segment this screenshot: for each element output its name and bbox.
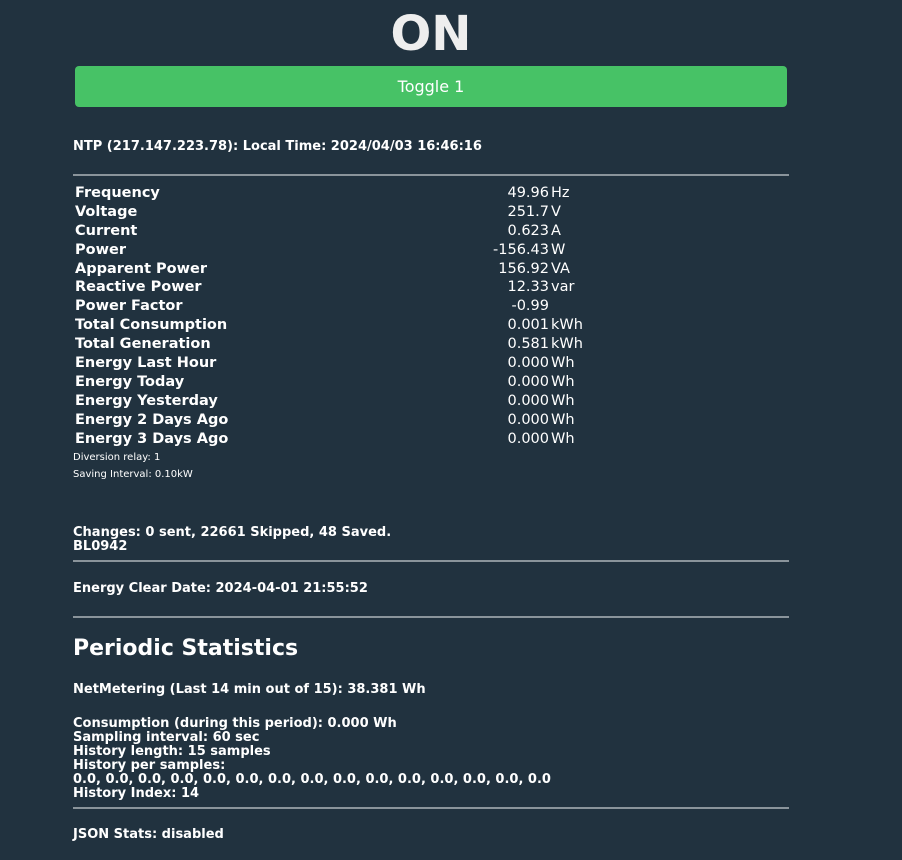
history-per-samples-label: History per samples: — [73, 758, 226, 773]
measurement-unit: Wh — [551, 392, 575, 409]
history-values: 0.0, 0.0, 0.0, 0.0, 0.0, 0.0, 0.0, 0.0, 0.0, 0.0, 0.0, 0.0, 0.0, 0.0, 0.0 — [73, 772, 551, 787]
measurement-row — [75, 297, 615, 316]
measurement-row — [75, 335, 615, 354]
measurement-value: 0.623 — [507, 222, 549, 239]
measurement-label: Energy 3 Days Ago — [75, 430, 229, 447]
measurement-value: 0.000 — [507, 392, 549, 409]
measurement-row — [75, 241, 615, 260]
netmetering-text: NetMetering (Last 14 min out of 15): 38.381 Wh — [73, 682, 426, 697]
measurement-row — [75, 260, 615, 279]
measurement-value: 0.000 — [507, 355, 549, 372]
measurement-label: Total Consumption — [75, 317, 228, 334]
divider — [73, 560, 789, 562]
measurement-value: -0.99 — [511, 298, 549, 315]
measurement-label: Reactive Power — [75, 279, 202, 296]
measurement-unit: A — [551, 222, 561, 239]
measurement-unit: VA — [551, 260, 570, 277]
json-stats-text: JSON Stats: disabled — [73, 827, 224, 842]
measurement-unit: W — [551, 241, 566, 258]
chip-name: BL0942 — [73, 539, 128, 554]
toggle-1-button[interactable]: Toggle 1 — [75, 66, 787, 107]
divider — [73, 807, 789, 809]
measurement-label: Apparent Power — [75, 260, 208, 277]
measurement-label: Energy Today — [75, 373, 185, 390]
periodic-statistics-heading: Periodic Statistics — [73, 636, 299, 661]
divider — [73, 174, 789, 176]
measurement-label: Energy Yesterday — [75, 392, 218, 409]
measurement-unit: Wh — [551, 430, 575, 447]
measurement-unit: Hz — [551, 185, 570, 201]
measurement-row — [75, 392, 615, 411]
measurement-row — [75, 278, 615, 297]
measurement-label: Total Generation — [75, 336, 211, 353]
energy-clear-date: Energy Clear Date: 2024-04-01 21:55:52 — [73, 581, 368, 596]
measurement-value: 0.000 — [507, 430, 549, 447]
measurement-unit: V — [551, 203, 561, 220]
saving-interval-text: Saving Interval: 0.10kW — [73, 469, 193, 480]
measurement-unit: Wh — [551, 355, 575, 372]
measurements-table — [75, 184, 615, 448]
measurement-row — [75, 373, 615, 392]
measurement-unit: kWh — [551, 336, 583, 353]
relay-state-heading: ON — [390, 6, 472, 62]
measurement-value: 12.33 — [507, 279, 549, 296]
measurement-label: Energy 2 Days Ago — [75, 411, 229, 428]
diversion-relay-text: Diversion relay: 1 — [73, 452, 161, 463]
measurement-row — [75, 354, 615, 373]
measurement-label: Power Factor — [75, 298, 183, 315]
measurement-row — [75, 222, 615, 241]
measurement-value: 0.000 — [507, 411, 549, 428]
sampling-interval-text: Sampling interval: 60 sec — [73, 730, 260, 745]
measurement-unit: kWh — [551, 317, 583, 334]
measurement-unit: var — [551, 279, 575, 296]
measurement-value: 0.000 — [507, 373, 549, 390]
measurement-value: 49.96 — [507, 185, 549, 201]
measurement-value: 0.001 — [507, 317, 549, 334]
divider — [73, 616, 789, 618]
changes-text: Changes: 0 sent, 22661 Skipped, 48 Saved. — [73, 525, 392, 540]
measurement-value: 0.581 — [507, 336, 549, 353]
measurement-label: Power — [75, 241, 126, 258]
measurement-value: -156.43 — [493, 241, 549, 258]
measurement-row — [75, 411, 615, 430]
measurement-label: Energy Last Hour — [75, 355, 217, 372]
measurement-label: Frequency — [75, 185, 160, 201]
measurement-row — [75, 184, 615, 203]
measurement-value: 156.92 — [498, 260, 549, 277]
measurement-value: 251.7 — [507, 203, 549, 220]
history-index-text: History Index: 14 — [73, 786, 200, 801]
consumption-period-text: Consumption (during this period): 0.000 Wh — [73, 716, 397, 731]
measurement-row — [75, 203, 615, 222]
measurement-unit: Wh — [551, 373, 575, 390]
history-length-text: History length: 15 samples — [73, 744, 271, 759]
measurement-row — [75, 430, 615, 449]
measurement-unit: Wh — [551, 411, 575, 428]
ntp-local-time: NTP (217.147.223.78): Local Time: 2024/04/03 16:46:16 — [73, 139, 482, 154]
measurement-label: Voltage — [75, 203, 138, 220]
measurement-row — [75, 316, 615, 335]
measurement-label: Current — [75, 222, 138, 239]
